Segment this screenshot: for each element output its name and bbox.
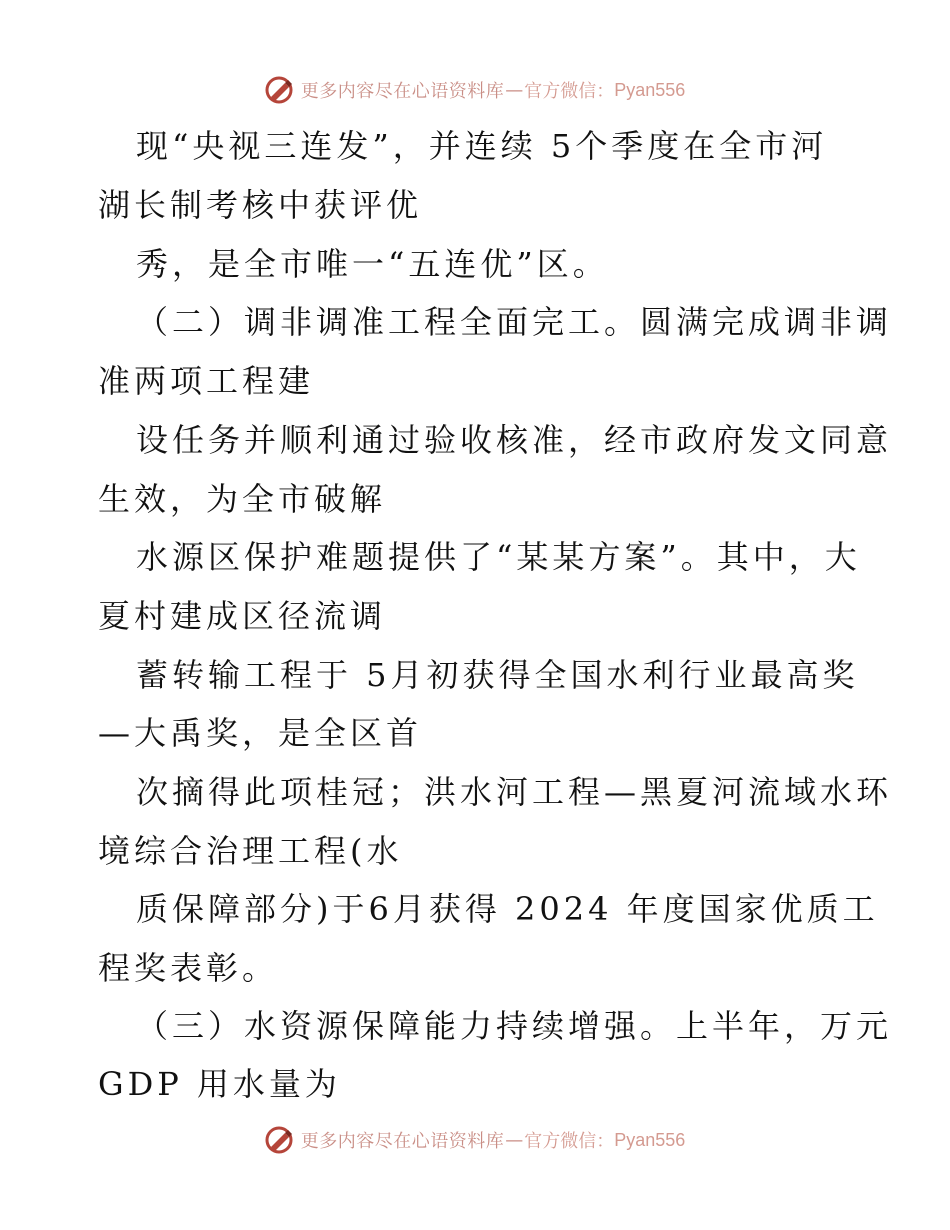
watermark-wechat-id: Pyan556: [614, 79, 686, 100]
text-line: 设任务并顺利通过验收核准，经市政府发文同意: [136, 421, 893, 459]
text-line: 湖长制考核中获评优: [98, 186, 423, 224]
watermark-wechat-label: 官方微信：: [524, 81, 615, 102]
text-line: 蓄转输工程于 5月初获得全国水利行业最高奖: [136, 656, 859, 694]
watermark-dash: —: [505, 79, 524, 101]
text-line: 现“央视三连发”，并连续 5个季度在全市河: [136, 127, 828, 165]
watermark-wechat-id: Pyan556: [614, 1129, 686, 1150]
text-line: 境综合治理工程(水: [98, 832, 403, 870]
pen-logo-icon: [265, 1125, 295, 1155]
watermark-footer: [0, 1124, 950, 1156]
watermark-dash: —: [505, 1129, 524, 1151]
text-line: 夏村建成区径流调: [98, 597, 387, 635]
watermark-text: 更多内容尽在心语资料库: [300, 81, 505, 102]
text-line: （二）调非调准工程全面完工。圆满完成调非调: [136, 303, 893, 341]
watermark-wechat-label: 官方微信：: [524, 1131, 615, 1152]
text-line: GDP 用水量为: [98, 1065, 341, 1103]
text-line: 准两项工程建: [98, 362, 315, 400]
text-line: —大禹奖，是全区首: [98, 714, 423, 752]
watermark-header: [0, 74, 950, 106]
text-line: 次摘得此项桂冠；洪水河工程—黑夏河流域水环: [136, 773, 893, 811]
watermark-text: 更多内容尽在心语资料库: [300, 1131, 505, 1152]
pen-logo-icon: [265, 75, 295, 105]
text-line: 程奖表彰。: [98, 949, 279, 987]
text-line: 生效，为全市破解: [98, 480, 387, 518]
text-line: 质保障部分)于6月获得 2024 年度国家优质工: [136, 890, 879, 928]
text-line: 水源区保护难题提供了“某某方案”。其中，大: [136, 538, 861, 576]
text-line: 秀，是全市唯一“五连优”区。: [136, 245, 609, 283]
text-line: （三）水资源保障能力持续增强。上半年，万元: [136, 1007, 893, 1045]
